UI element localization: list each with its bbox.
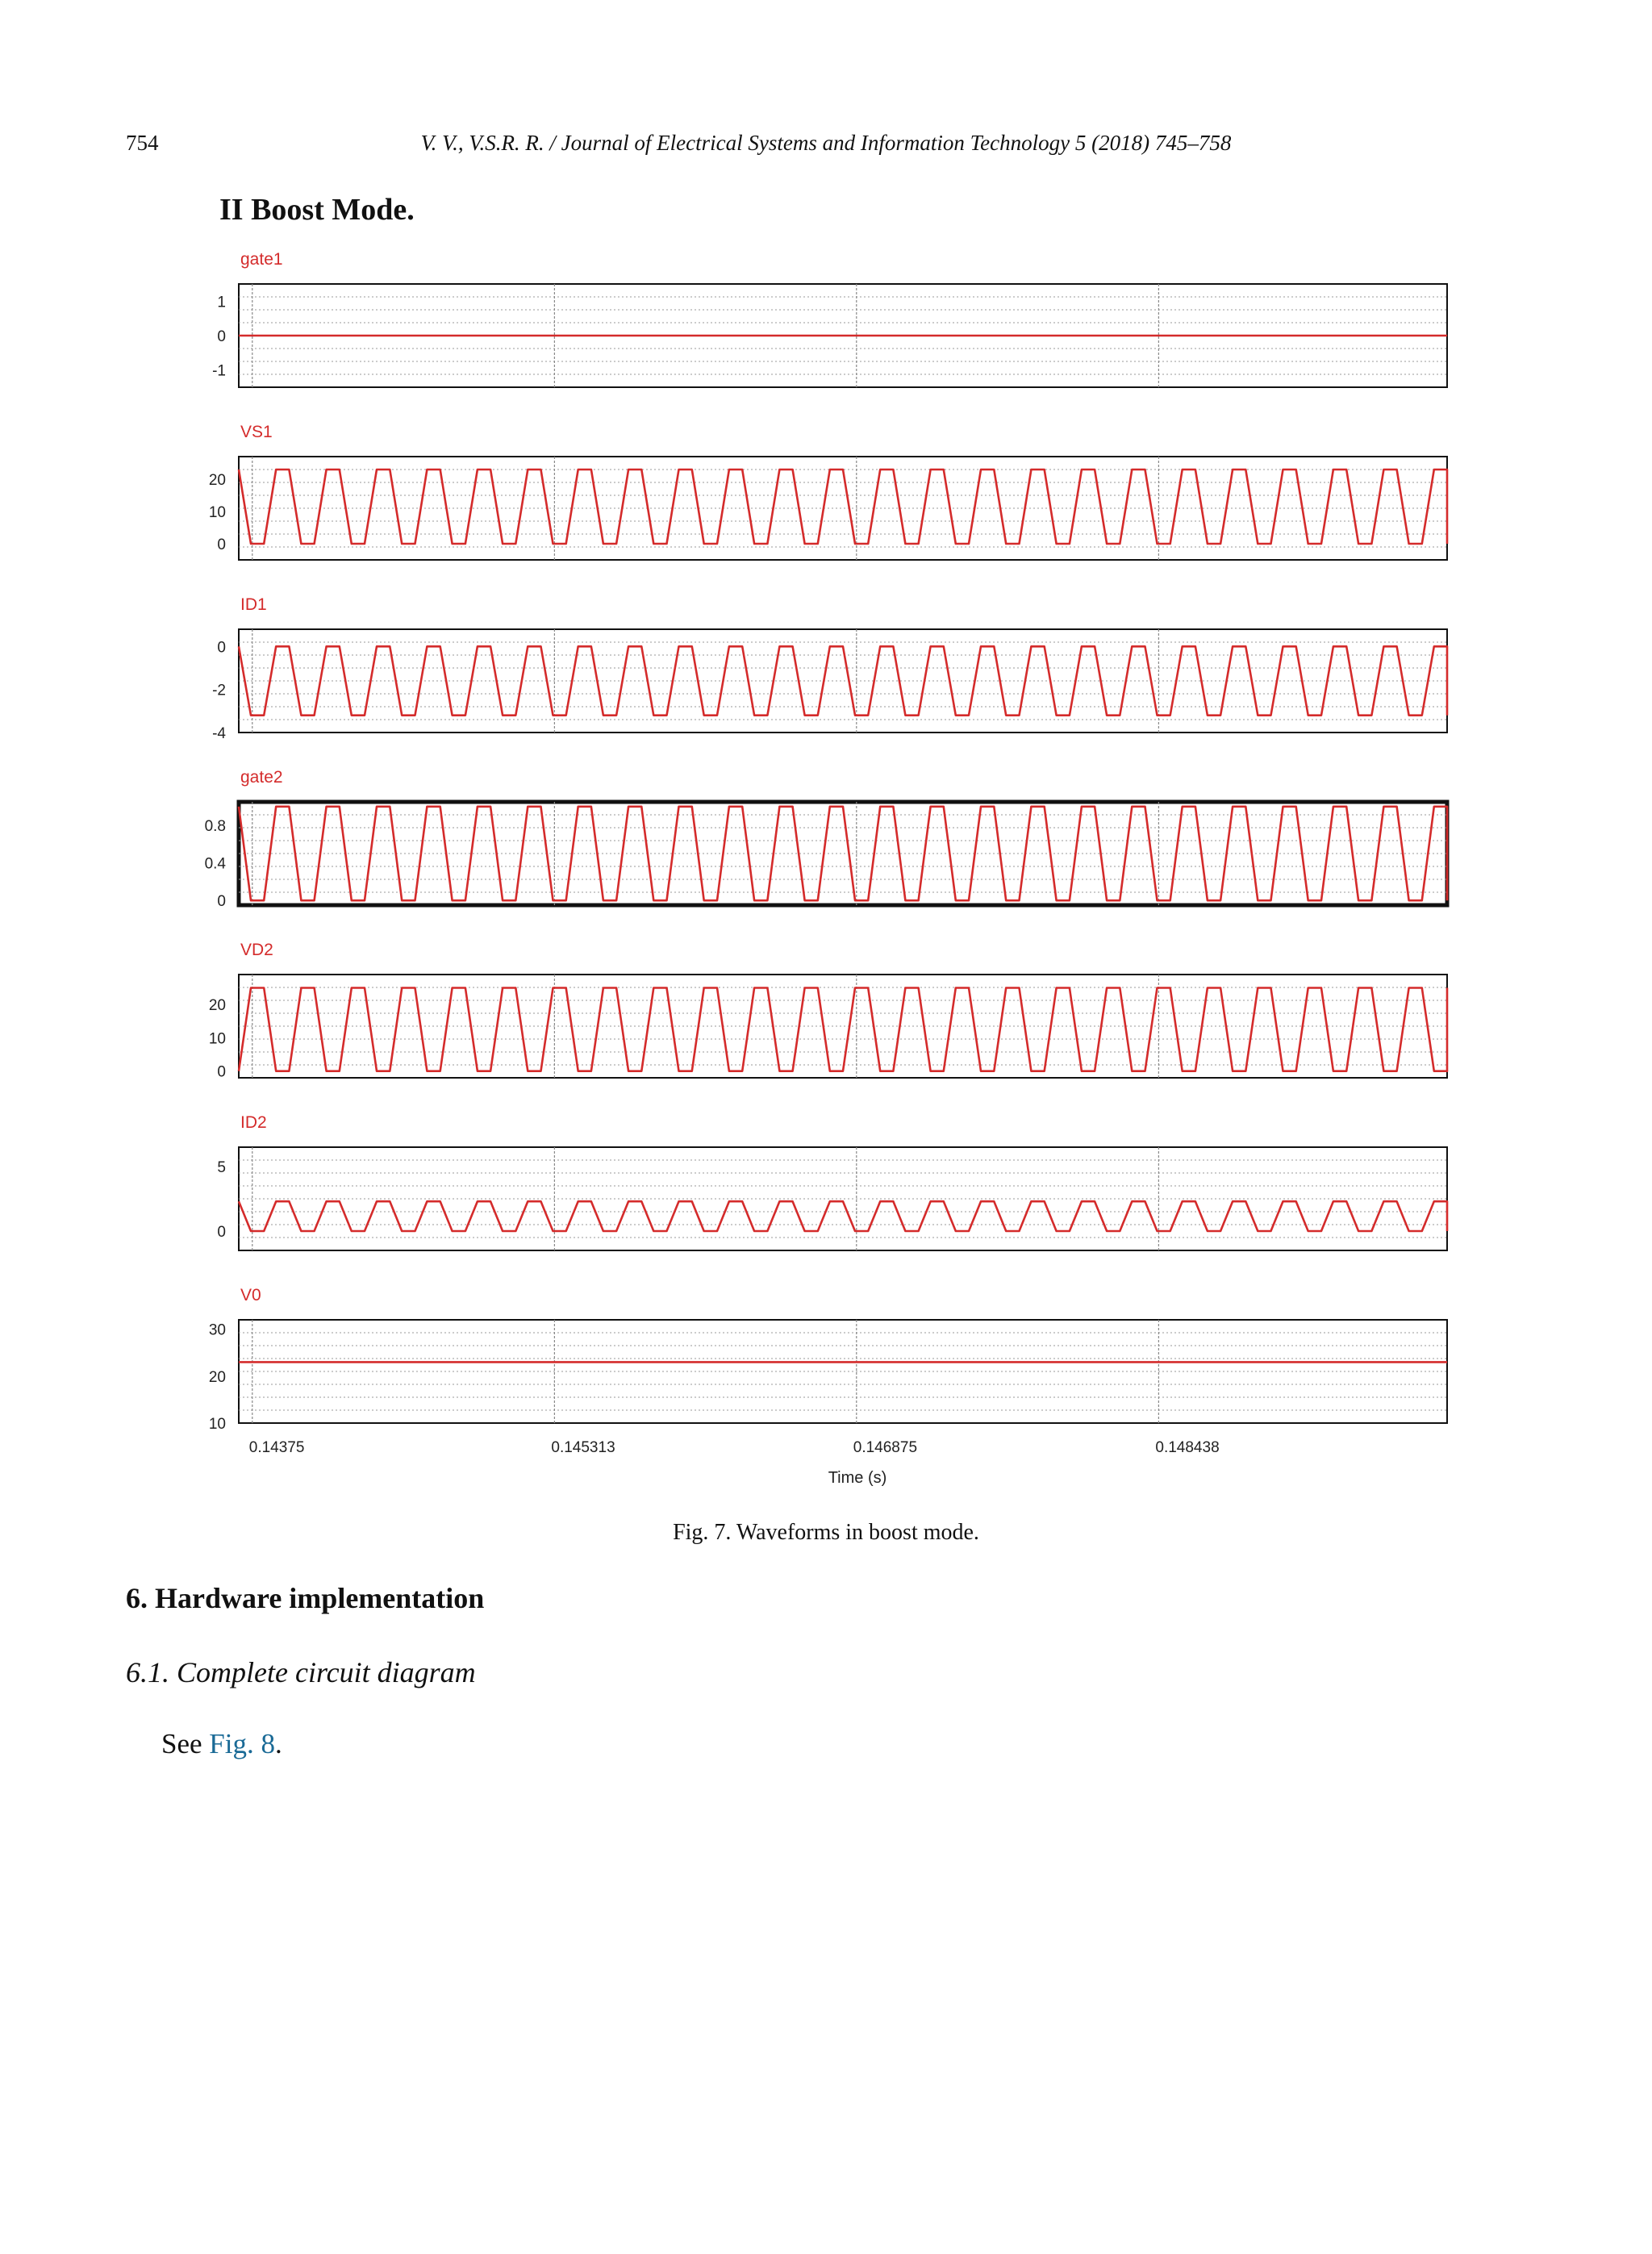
panel-title-gate1: gate1 [240,250,283,269]
figure-subheading: II Boost Mode. [219,193,415,227]
y-tick-label: 20 [208,997,226,1015]
journal-citation: V. V., V.S.R. R. / Journal of Electrical Systems and Information Technology 5 (2018) 745–758 [420,131,1232,155]
y-tick-label: 0 [217,639,226,657]
subsection-heading: 6.1. Complete circuit diagram [126,1656,476,1688]
y-tick-label: 20 [208,1368,226,1386]
y-tick-label: 20 [208,472,226,489]
y-tick-label: 0 [217,1063,226,1081]
running-header [0,131,1652,163]
para-text-end: . [275,1728,282,1759]
waveform-gate2 [239,807,1447,900]
y-tick-label: -2 [212,682,226,699]
waveform-chart [0,234,1652,1509]
y-tick-label: -4 [212,725,226,742]
x-tick-label: 0.148438 [1155,1439,1220,1456]
panel-title-id2: ID2 [240,1113,267,1132]
panel-frame-id2 [239,1147,1447,1250]
y-tick-label: -1 [212,362,226,380]
panel-title-v0: V0 [240,1286,261,1304]
y-tick-label: 0 [217,328,226,345]
y-tick-label: 1 [217,294,226,311]
panel-title-gate2: gate2 [240,768,283,787]
y-tick-label: 10 [208,1416,226,1433]
figure-caption: Fig. 7. Waveforms in boost mode. [673,1520,979,1545]
figure-link[interactable]: Fig. 8 [209,1728,275,1759]
y-tick-label: 0.4 [204,855,226,873]
y-tick-label: 30 [208,1321,226,1339]
panel-title-id1: ID1 [240,595,267,614]
panel-frame-v0 [239,1320,1447,1423]
x-tick-label: 0.14375 [248,1439,305,1456]
section-heading: 6. Hardware implementation [126,1582,485,1614]
y-tick-label: 0 [217,893,226,911]
y-tick-label: 10 [208,504,226,521]
waveform-vd2 [239,988,1447,1071]
y-tick-label: 0.8 [204,818,226,836]
y-tick-label: 0 [217,536,226,553]
y-tick-label: 0 [217,1224,226,1241]
x-tick-label: 0.145313 [551,1439,615,1456]
y-tick-label: 10 [208,1030,226,1048]
waveform-vs1 [239,470,1447,544]
x-tick-label: 0.146875 [853,1439,918,1456]
paragraph [161,1728,282,1760]
panel-title-vs1: VS1 [240,423,273,441]
y-tick-label: 5 [217,1159,226,1176]
waveform-id1 [239,646,1447,715]
waveform-id2 [239,1201,1447,1231]
panel-title-vd2: VD2 [240,941,273,959]
waveform-figure [0,234,1652,1509]
para-text: See [161,1728,210,1759]
page-number: 754 [126,131,159,155]
x-axis-label: Time (s) [828,1469,887,1487]
